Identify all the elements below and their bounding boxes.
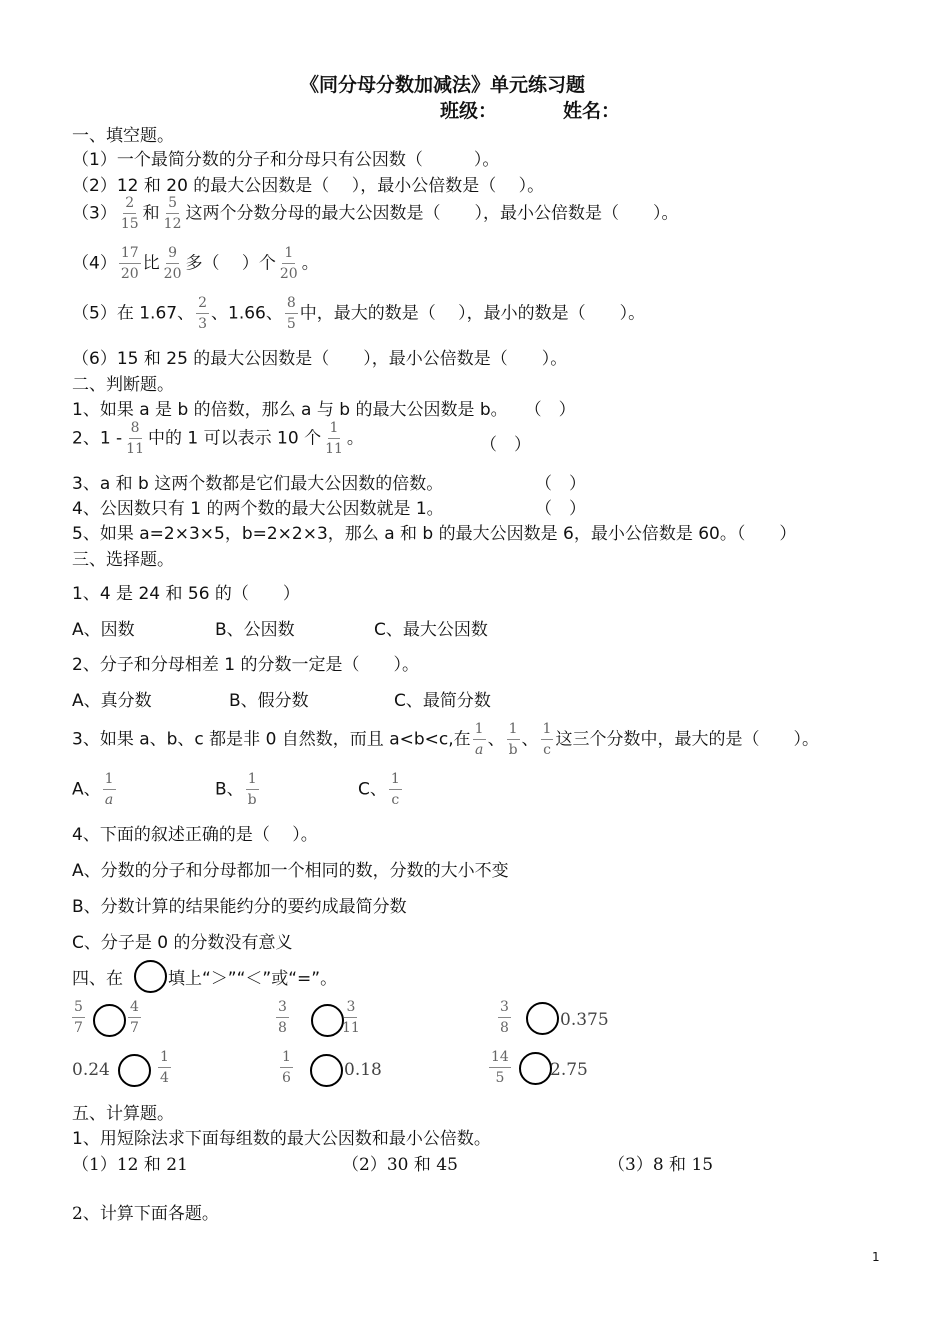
cmp-r2-2-left (278, 1050, 295, 1085)
page-number: 1 (872, 1250, 880, 1264)
s1-q5-t1: 、1.66、 (211, 303, 283, 324)
s1-q3-suffix: 这两个分数分母的最大公因数是（ ），最小公倍数是（ ）。 (185, 203, 679, 224)
frac-denominator: 12 (163, 215, 182, 232)
s3-q2-option-c: C、最简分数 (394, 691, 491, 711)
s3-q4-option-c: C、分子是 0 的分数没有意义 (72, 933, 293, 953)
s3-q3-frac-c (541, 722, 554, 757)
s1-q3 (72, 196, 678, 231)
s3-q2-option-a: A、真分数 (72, 691, 152, 711)
s5-q1-item-1: （1）12 和 21 (72, 1155, 188, 1175)
s1-q4-frac1 (119, 246, 141, 281)
s2-q4: 4、公因数只有 1 的两个数的最大公因数就是 1。 (72, 499, 444, 519)
s3-q3-option-c (358, 772, 404, 807)
frac-numerator: 3 (498, 1000, 511, 1018)
frac-denominator: a (474, 741, 484, 758)
cmp-frac (340, 1000, 362, 1035)
frac-denominator: 20 (279, 265, 298, 282)
page-title: 《同分母分数加减法》单元练习题 (300, 74, 586, 96)
cmp-r1-2-right (338, 1000, 364, 1035)
s3-q3-prefix: 3、如果 a、b、c 都是非 0 自然数，而且 a<b<c,在 (72, 729, 471, 750)
frac-numerator: 1 (328, 421, 341, 439)
s1-q4-t3: 。 (301, 253, 319, 274)
s3-q4-option-a: A、分数的分子和分母都加一个相同的数，分数的大小不变 (72, 861, 509, 881)
s1-q5 (72, 296, 645, 331)
class-label: 班级： (440, 100, 498, 122)
s5-q1-item-2: （2）30 和 45 (342, 1155, 458, 1175)
s1-q5-frac2 (285, 296, 298, 331)
compare-circle-input[interactable] (93, 1004, 126, 1037)
frac-numerator: 1 (541, 722, 554, 740)
frac-numerator: 8 (285, 296, 298, 314)
s2-q5: 5、如果 a=2×3×5，b=2×2×3，那么 a 和 b 的最大公因数是 6，最小公倍数是 60。（ ） (72, 524, 797, 544)
option-label: B、 (215, 779, 244, 800)
s2-q2-bracket: （ ） (480, 435, 531, 455)
frac-numerator: 5 (72, 1000, 85, 1018)
frac-denominator: 3 (198, 315, 207, 332)
frac-numerator: 2 (123, 196, 136, 214)
s3-q3-sep2: 、 (521, 729, 539, 750)
s2-q2-frac2 (323, 421, 345, 456)
frac-numerator: 1 (282, 246, 295, 264)
s3-q2-option-b: B、假分数 (229, 691, 309, 711)
s1-q4-t1: 比 (142, 253, 160, 274)
section3-heading: 三、选择题。 (72, 550, 174, 570)
frac-denominator: c (543, 741, 551, 758)
s5-q2: 2、计算下面各题。 (72, 1204, 219, 1224)
frac-denominator: 6 (282, 1069, 291, 1086)
cmp-r1-2-left (274, 1000, 291, 1035)
cmp-r2-2-right: 0.18 (344, 1060, 382, 1080)
frac-numerator: 14 (489, 1050, 511, 1068)
name-label: 姓名： (563, 100, 621, 122)
frac-denominator: 11 (342, 1019, 360, 1036)
frac-denominator: 20 (163, 265, 182, 282)
s3-q2: 2、分子和分母相差 1 的分数一定是（ ）。 (72, 655, 419, 675)
frac-denominator: c (391, 791, 400, 808)
s3-q3-frac-a (473, 722, 486, 757)
frac-numerator: 1 (158, 1050, 171, 1068)
s1-q4 (72, 246, 319, 281)
compare-circle-input[interactable] (310, 1054, 343, 1087)
compare-circle-input[interactable] (118, 1054, 151, 1087)
cmp-r2-3-left (487, 1050, 513, 1085)
s2-q2 (72, 421, 364, 456)
frac-numerator: 1 (507, 722, 520, 740)
frac-numerator: 3 (344, 1000, 357, 1018)
frac-denominator: 7 (130, 1019, 139, 1036)
s3-q3-sep1: 、 (487, 729, 505, 750)
s3-q4-option-b: B、分数计算的结果能约分的要约成最简分数 (72, 897, 407, 917)
frac-numerator: 17 (119, 246, 141, 264)
frac-numerator: 4 (128, 1000, 141, 1018)
frac-numerator: 3 (276, 1000, 289, 1018)
section4-heading-pre: 四、在 (72, 969, 123, 989)
frac-denominator: 11 (126, 440, 144, 457)
s1-q4-frac2 (162, 246, 184, 281)
option-frac (246, 772, 259, 807)
section4-heading-post: 填上“＞”“＜”或“=”。 (168, 969, 338, 989)
option-label: A、 (72, 779, 101, 800)
s3-q3-option-b (215, 772, 261, 807)
frac-numerator: 5 (166, 196, 179, 214)
frac-denominator: 15 (120, 215, 139, 232)
frac-numerator: 1 (389, 772, 402, 790)
s1-q3-frac1 (119, 196, 141, 231)
cmp-r2-1-left: 0.24 (72, 1060, 110, 1080)
s1-q4-t2: 多（ ）个 (185, 253, 276, 274)
cmp-frac (280, 1050, 293, 1085)
frac-denominator: 8 (278, 1019, 287, 1036)
frac-denominator: 20 (120, 265, 139, 282)
s1-q2: （2）12 和 20 的最大公因数是（ ），最小公倍数是（ ）。 (72, 176, 545, 196)
s2-q2-frac1 (124, 421, 146, 456)
s1-q5-prefix: （5）在 1.67、 (72, 303, 195, 324)
cmp-r1-1-right (126, 1000, 143, 1035)
cmp-frac (72, 1000, 85, 1035)
s1-q5-t2: 中，最大的数是（ ），最小的数是（ ）。 (299, 303, 646, 324)
cmp-frac (128, 1000, 141, 1035)
frac-denominator: 5 (286, 315, 296, 332)
s2-q3: 3、a 和 b 这两个数都是它们最大公因数的倍数。 (72, 474, 444, 494)
s1-q3-frac2 (162, 196, 184, 231)
section2-heading: 二、判断题。 (72, 375, 174, 395)
s2-q4-bracket: （ ） (535, 499, 586, 519)
s1-q6: （6）15 和 25 的最大公因数是（ ），最小公倍数是（ ）。 (72, 349, 568, 369)
option-frac (389, 772, 402, 807)
compare-circle-input[interactable] (526, 1002, 559, 1035)
s3-q3-suffix: 这三个分数中，最大的是（ ）。 (555, 729, 819, 750)
cmp-frac (489, 1050, 511, 1085)
option-label: C、 (358, 779, 387, 800)
cmp-r2-3-right: 2.75 (550, 1060, 588, 1080)
frac-denominator: 11 (325, 440, 343, 457)
frac-numerator: 1 (246, 772, 259, 790)
cmp-frac (158, 1050, 171, 1085)
s1-q4-frac3 (278, 246, 300, 281)
option-frac (103, 772, 116, 807)
frac-numerator: 2 (196, 296, 209, 314)
s1-q3-prefix: （3） (72, 203, 117, 224)
frac-denominator: a (104, 791, 114, 808)
s1-q1: （1）一个最简分数的分子和分母只有公因数（ ）。 (72, 150, 500, 170)
s3-q1-option-a: A、因数 (72, 620, 135, 640)
s3-q3-frac-b (507, 722, 520, 757)
s3-q1: 1、4 是 24 和 56 的（ ） (72, 584, 300, 604)
s2-q2-prefix: 2、1 - (72, 428, 123, 449)
s1-q4-prefix: （4） (72, 253, 117, 274)
section1-heading: 一、填空题。 (72, 126, 174, 146)
frac-denominator: b (508, 741, 518, 758)
s2-q2-t2: 。 (346, 428, 364, 449)
cmp-r1-3-left (496, 1000, 513, 1035)
s3-q1-option-c: C、最大公因数 (374, 620, 488, 640)
s3-q3 (72, 722, 819, 757)
s5-q1: 1、用短除法求下面每组数的最大公因数和最小公倍数。 (72, 1129, 491, 1149)
s2-q3-bracket: （ ） (535, 474, 586, 494)
s2-q2-t1: 中的 1 可以表示 10 个 (148, 428, 322, 449)
compare-circle-input[interactable] (519, 1052, 552, 1085)
heading-circle-icon (134, 960, 167, 993)
frac-denominator: 8 (500, 1019, 509, 1036)
cmp-r1-3-right: 0.375 (560, 1010, 609, 1030)
frac-denominator: b (247, 791, 257, 808)
frac-numerator: 1 (280, 1050, 293, 1068)
cmp-frac (498, 1000, 511, 1035)
s2-q1: 1、如果 a 是 b 的倍数，那么 a 与 b 的最大公因数是 b。 （ ） (72, 400, 576, 420)
s1-q3-mid: 和 (142, 203, 160, 224)
s3-q4: 4、下面的叙述正确的是（ ）。 (72, 825, 318, 845)
frac-numerator: 1 (473, 722, 486, 740)
cmp-r2-1-right (156, 1050, 173, 1085)
frac-numerator: 8 (129, 421, 142, 439)
s3-q1-option-b: B、公因数 (215, 620, 295, 640)
frac-numerator: 9 (166, 246, 179, 264)
cmp-frac (276, 1000, 289, 1035)
frac-denominator: 7 (74, 1019, 83, 1036)
frac-denominator: 5 (495, 1069, 505, 1086)
s5-q1-item-3: （3）8 和 15 (608, 1155, 714, 1175)
frac-numerator: 1 (103, 772, 116, 790)
s3-q3-option-a (72, 772, 118, 807)
s1-q5-frac1 (196, 296, 209, 331)
cmp-r1-1-left (70, 1000, 87, 1035)
frac-denominator: 4 (160, 1069, 169, 1086)
section5-heading: 五、计算题。 (72, 1104, 174, 1124)
